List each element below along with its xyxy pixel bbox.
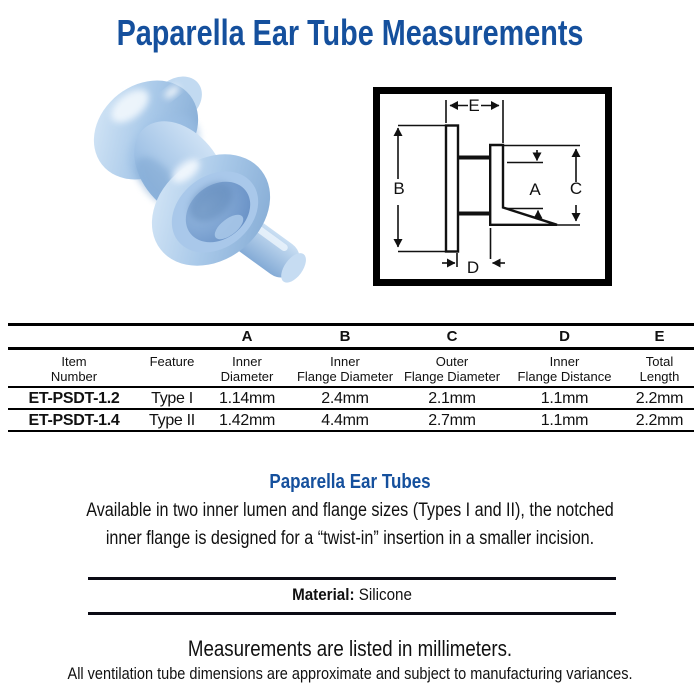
- header-line: Inner: [232, 354, 262, 369]
- col-header-item-number: [8, 350, 140, 386]
- col-header-feature: [140, 350, 204, 386]
- header-line: Total: [645, 354, 674, 369]
- letter-cell-d: D: [559, 328, 570, 345]
- header-line: Flange Distance: [517, 369, 612, 384]
- header-line: Inner: [330, 354, 360, 369]
- feature-value: Type II: [149, 412, 195, 429]
- letter-cell-b: B: [339, 328, 351, 345]
- page-title: Paparella Ear Tube Measurements: [116, 12, 584, 53]
- letter-cell-e: E: [654, 328, 665, 345]
- dim-label-e: E: [468, 96, 480, 115]
- inner-flange-diameter-value: 2.4mm: [321, 390, 369, 407]
- measurement-diagram: [373, 87, 612, 286]
- feature-value: Type I: [151, 390, 193, 407]
- footer-disclaimer: All ventilation tube dimensions are approximate and subject to manufacturing variances.: [67, 665, 633, 683]
- col-header-total-length: [625, 350, 694, 386]
- header-line: Flange Diameter: [296, 369, 394, 384]
- dim-label-b: B: [393, 179, 405, 198]
- ear-tube-photo: [84, 66, 329, 298]
- item-number: ET-PSDT-1.4: [28, 412, 120, 429]
- dim-label-c: C: [569, 179, 583, 198]
- table-row: [8, 388, 694, 410]
- table-row: [8, 410, 694, 432]
- material-box: [88, 577, 616, 615]
- col-header-inner-diameter: [204, 350, 290, 386]
- outer-flange-diameter-value: 2.7mm: [428, 412, 476, 429]
- dim-label-a: A: [529, 180, 541, 199]
- material-label: Material:: [292, 586, 355, 604]
- header-line: Feature: [149, 354, 195, 369]
- table-letter-header-row: [8, 326, 694, 350]
- measurements-table: [8, 323, 694, 432]
- material-text: [109, 586, 595, 605]
- total-length-value: 2.2mm: [635, 390, 684, 407]
- col-header-inner-flange-diameter: [290, 350, 400, 386]
- material-value: Silicone: [358, 586, 412, 604]
- header-line: Length: [639, 369, 680, 384]
- inner-diameter-value: 1.42mm: [219, 412, 275, 429]
- description-paragraph: [53, 497, 648, 553]
- dim-label-d: D: [466, 258, 480, 277]
- total-length-value: 2.2mm: [635, 412, 684, 429]
- description-line-2: inner flange is designed for a “twist-in” insertion in a smaller incision.: [105, 528, 595, 549]
- header-line: Number: [50, 369, 98, 384]
- footer-units-note: Measurements are listed in millimeters.: [187, 636, 513, 661]
- header-line: Item: [61, 354, 87, 369]
- inner-diameter-value: 1.14mm: [219, 390, 275, 407]
- col-header-inner-flange-distance: [504, 350, 625, 386]
- letter-cell-c: C: [446, 328, 458, 345]
- table-column-header-row: [8, 350, 694, 388]
- header-line: Flange Diameter: [403, 369, 501, 384]
- inner-flange-distance-value: 1.1mm: [540, 390, 589, 407]
- header-line: Outer: [435, 354, 469, 369]
- col-header-outer-flange-diameter: [400, 350, 504, 386]
- letter-cell-a: A: [241, 328, 253, 345]
- inner-flange-distance-value: 1.1mm: [540, 412, 589, 429]
- item-number: ET-PSDT-1.2: [28, 390, 120, 407]
- header-line: Diameter: [220, 369, 274, 384]
- description-line-1: Available in two inner lumen and flange sizes (Types I and II), the notched: [86, 500, 614, 521]
- description-heading: Paparella Ear Tubes: [269, 471, 431, 493]
- header-line: Inner: [549, 354, 580, 369]
- inner-flange-diameter-value: 4.4mm: [321, 412, 369, 429]
- outer-flange-diameter-value: 2.1mm: [428, 390, 476, 407]
